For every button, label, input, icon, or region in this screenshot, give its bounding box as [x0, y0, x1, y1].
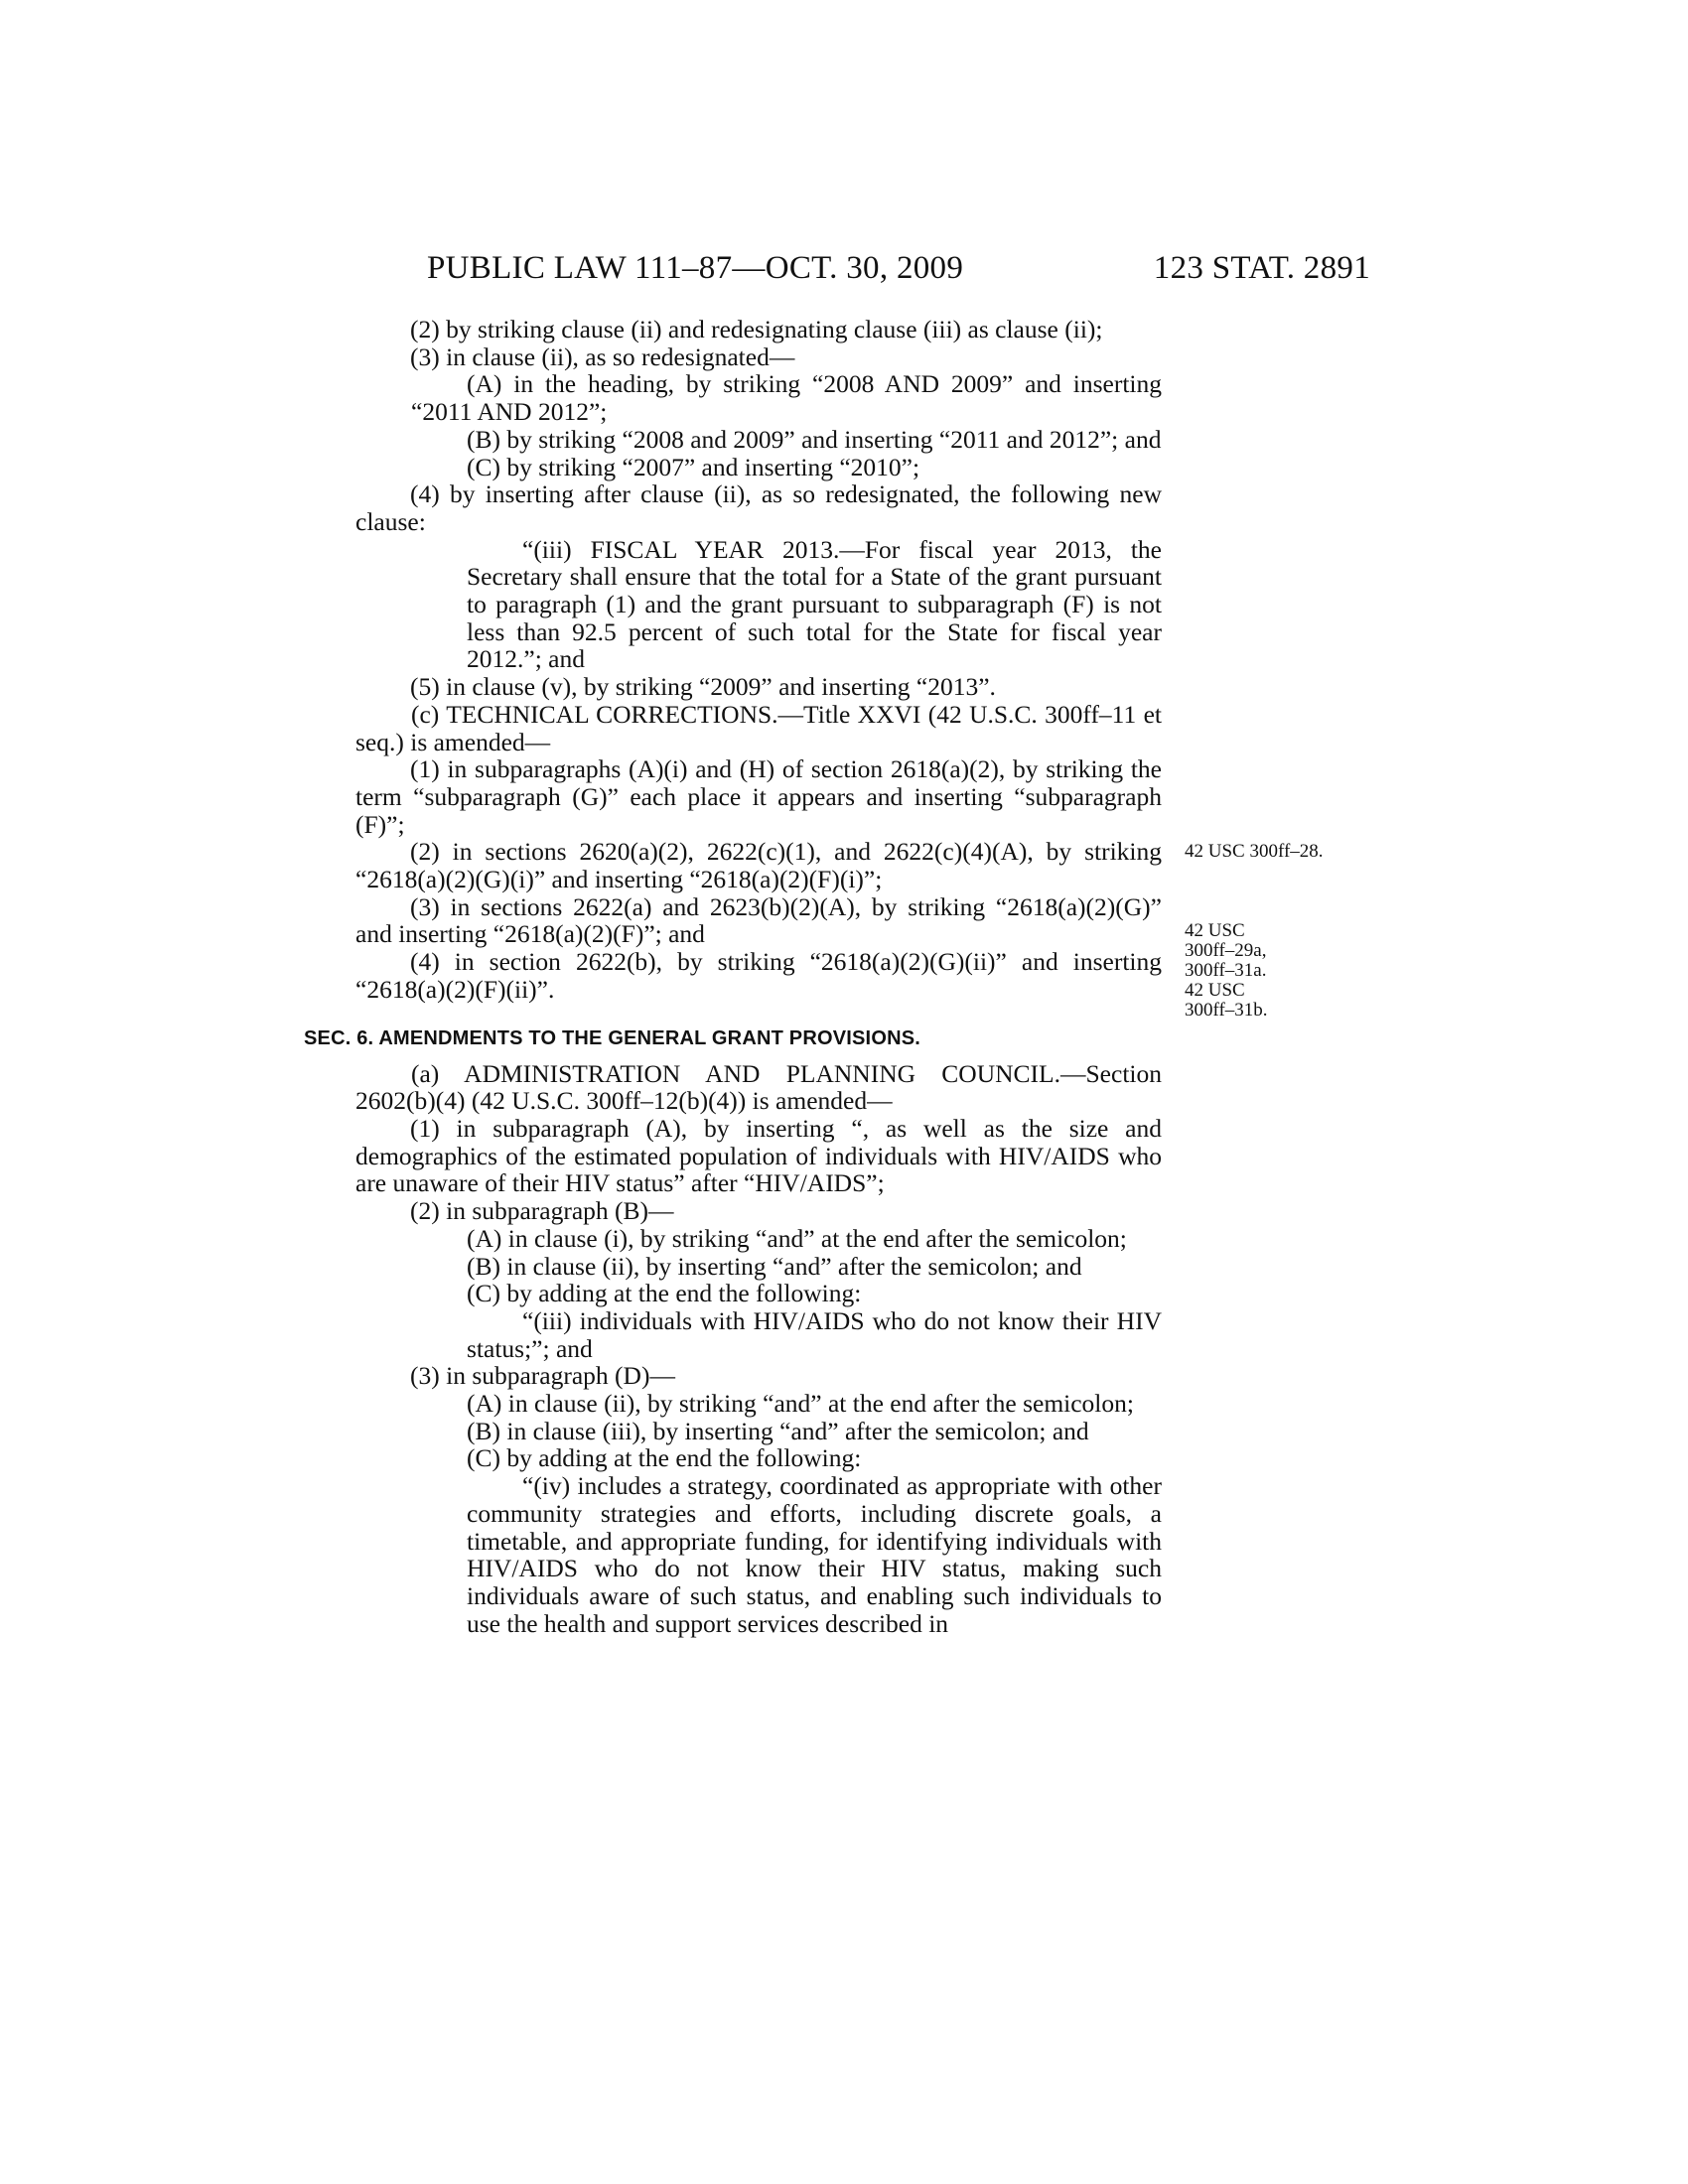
- paragraph: (2) in sections 2620(a)(2), 2622(c)(1), and 2622(c)(4)(A), by striking “2618(a)(2)(G)(i)” and inserting “2618(a)(2)(F)(i)”;: [355, 837, 1162, 894]
- header-stat-page: 123 STAT. 2891: [1153, 250, 1370, 286]
- subsection-a: (a) ADMINISTRATION AND PLANNING COUNCIL.—Section 2602(b)(4) (42 U.S.C. 300ff–12(b)(4)) is amended—: [355, 1058, 1162, 1116]
- paragraph: (1) in subparagraphs (A)(i) and (H) of section 2618(a)(2), by striking the term “subparagraph (G)” each place it appears and inserting “subparagraph (F)”;: [355, 754, 1162, 839]
- margin-note-line: 300ff–31a.: [1185, 960, 1267, 981]
- paragraph: (4) in section 2622(b), by striking “2618(a)(2)(G)(ii)” and inserting “2618(a)(2)(F)(ii)”.: [355, 947, 1162, 1004]
- paragraph: (A) in clause (ii), by striking “and” at the end after the semicolon;: [467, 1389, 1134, 1419]
- paragraph: (4) by inserting after clause (ii), as so redesignated, the following new clause:: [355, 479, 1162, 536]
- paragraph: (C) by adding at the end the following:: [467, 1279, 862, 1308]
- subsection-c: (c) TECHNICAL CORRECTIONS.—Title XXVI (42 U.S.C. 300ff–11 et seq.) is amended—: [355, 699, 1162, 756]
- margin-note-citation: 42 USC 300ff–28.: [1185, 841, 1324, 862]
- header-law-date: PUBLIC LAW 111–87—OCT. 30, 2009: [427, 250, 964, 286]
- section-heading: SEC. 6. AMENDMENTS TO THE GENERAL GRANT PROVISIONS.: [304, 1026, 921, 1049]
- margin-note-line: 300ff–29a,: [1185, 940, 1267, 961]
- paragraph: (A) in clause (i), by striking “and” at the end after the semicolon;: [467, 1223, 1127, 1253]
- paragraph: (C) by striking “2007” and inserting “2010”;: [467, 452, 920, 481]
- margin-note-citation: [1185, 921, 1268, 1021]
- paragraph: (1) in subparagraph (A), by inserting “, as well as the size and demographics of the estimated population of individuals with HIV/AIDS who are unaware of their HIV status” after “HIV/AIDS”;: [355, 1113, 1162, 1198]
- paragraph: (B) in clause (iii), by inserting “and” after the semicolon; and: [467, 1416, 1089, 1445]
- margin-note-line: 300ff–31b.: [1185, 1000, 1268, 1021]
- paragraph: (B) by striking “2008 and 2009” and inserting “2011 and 2012”; and: [467, 424, 1162, 454]
- document-body: [304, 315, 1162, 1638]
- paragraph: (A) in the heading, by striking “2008 AND 2009” and inserting “2011 AND 2012”;: [411, 369, 1162, 427]
- paragraph: (2) in subparagraph (B)—: [410, 1196, 674, 1226]
- margin-note-line: 42 USC: [1185, 980, 1245, 1001]
- paragraph: (3) in clause (ii), as so redesignated—: [410, 341, 795, 371]
- paragraph: (3) in subparagraph (D)—: [410, 1361, 675, 1391]
- paragraph: (B) in clause (ii), by inserting “and” after the semicolon; and: [467, 1251, 1082, 1281]
- page-header: [427, 250, 1370, 290]
- quoted-clause: “(iii) FISCAL YEAR 2013.—For fiscal year 2013, the Secretary shall ensure that the total for a State of the grant pursuant to paragraph (1) and the grant pursuant to subparagraph (F) is not less than 92.5 percent of such total for the State for fiscal year 2012.”; and: [467, 534, 1162, 674]
- quoted-clause: “(iv) includes a strategy, coordinated as appropriate with other community strategies and efforts, including discrete goals, a timetable, and appropriate funding, for identifying individuals with HIV/AIDS who do not know their HIV status, making such individuals aware of such status, and enabling such individuals to use the health and support services described in: [467, 1471, 1162, 1638]
- paragraph: (C) by adding at the end the following:: [467, 1443, 862, 1473]
- margin-note-line: 42 USC: [1185, 920, 1245, 941]
- paragraph: (5) in clause (v), by striking “2009” and inserting “2013”.: [410, 672, 996, 702]
- paragraph: (3) in sections 2622(a) and 2623(b)(2)(A), by striking “2618(a)(2)(G)” and inserting “2618(a)(2)(F)”; and: [355, 891, 1162, 949]
- paragraph: (2) by striking clause (ii) and redesignating clause (iii) as clause (ii);: [410, 315, 1103, 343]
- quoted-clause: “(iii) individuals with HIV/AIDS who do not know their HIV status;”; and: [467, 1305, 1162, 1363]
